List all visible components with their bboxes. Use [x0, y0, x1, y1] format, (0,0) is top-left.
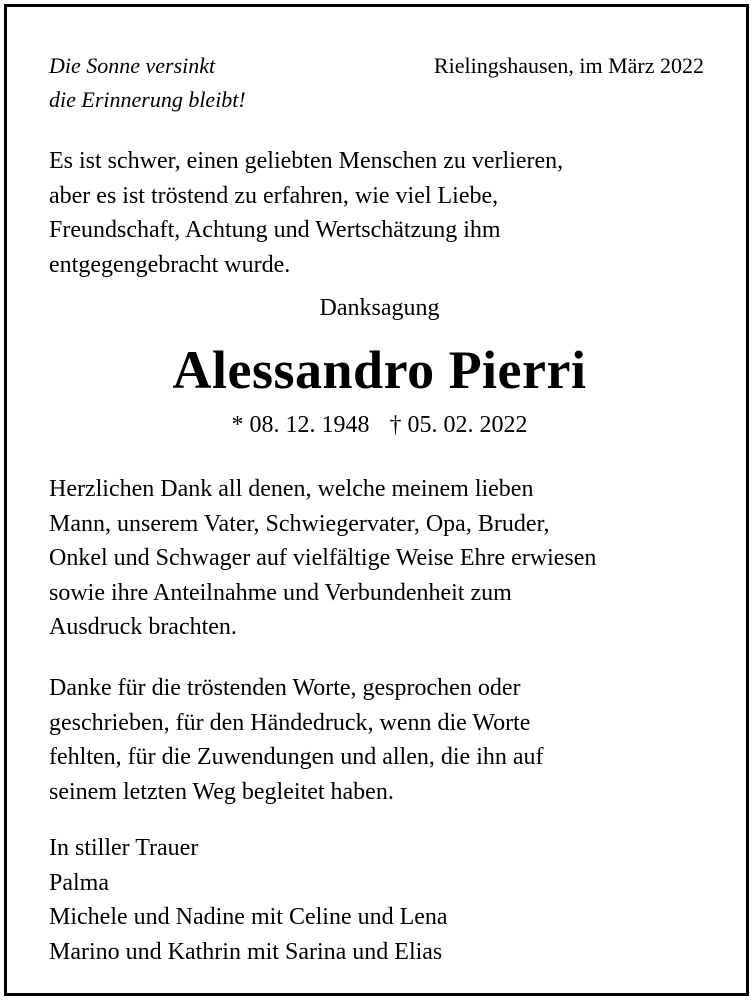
thanks-heading: Danksagung [319, 295, 440, 321]
thanks-line: fehlten, für die Zuwendungen und allen, die ihn auf [49, 744, 544, 770]
thanks-line: Mann, unserem Vater, Schwiegervater, Opa, Bruder, [49, 510, 550, 537]
intro-line: Es ist schwer, einen geliebten Menschen zu verlieren, [49, 148, 564, 174]
intro-line: aber es ist tröstend zu erfahren, wie viel Liebe, [49, 182, 499, 209]
motto-line-2: die Erinnerung bleibt! [49, 87, 246, 112]
obituary-notice-frame [4, 4, 749, 996]
death-date: † 05. 02. 2022 [389, 412, 528, 438]
motto-line-1: Die Sonne versinkt [49, 53, 216, 78]
thanks-line: geschrieben, für den Händedruck, wenn die Worte [49, 709, 531, 736]
place-and-date: Rielingshausen, im März 2022 [433, 53, 704, 78]
thanks-paragraph-1 [49, 472, 729, 645]
intro-line: entgegengebracht wurde. [49, 251, 291, 278]
signature-line: Michele und Nadine mit Celine und Lena [49, 904, 448, 930]
thanks-line: Onkel und Schwager auf vielfältige Weise Ehre erwiesen [49, 545, 597, 571]
mourners-signature [49, 831, 729, 969]
thanks-line: Herzlichen Dank all denen, welche meinem lieben [49, 476, 534, 502]
birth-date: * 08. 12. 1948 [231, 412, 370, 438]
signature-line: In stiller Trauer [49, 835, 199, 861]
thanks-line: Danke für die tröstenden Worte, gesprochen oder [49, 675, 521, 701]
thanks-line: sowie ihre Anteilnahme und Verbundenheit zum [49, 579, 512, 606]
deceased-name: Alessandro Pierri [172, 340, 587, 400]
signature-line: Marino und Kathrin mit Sarina und Elias [49, 938, 443, 965]
intro-paragraph [49, 144, 729, 282]
life-dates [7, 410, 752, 440]
thanks-line: seinem letzten Weg begleitet haben. [49, 778, 394, 805]
motto [49, 49, 246, 117]
signature-line: Palma [49, 869, 109, 896]
intro-line: Freundschaft, Achtung und Wertschätzung ihm [49, 217, 501, 243]
thanks-paragraph-2 [49, 671, 729, 809]
thanks-line: Ausdruck brachten. [49, 614, 237, 640]
